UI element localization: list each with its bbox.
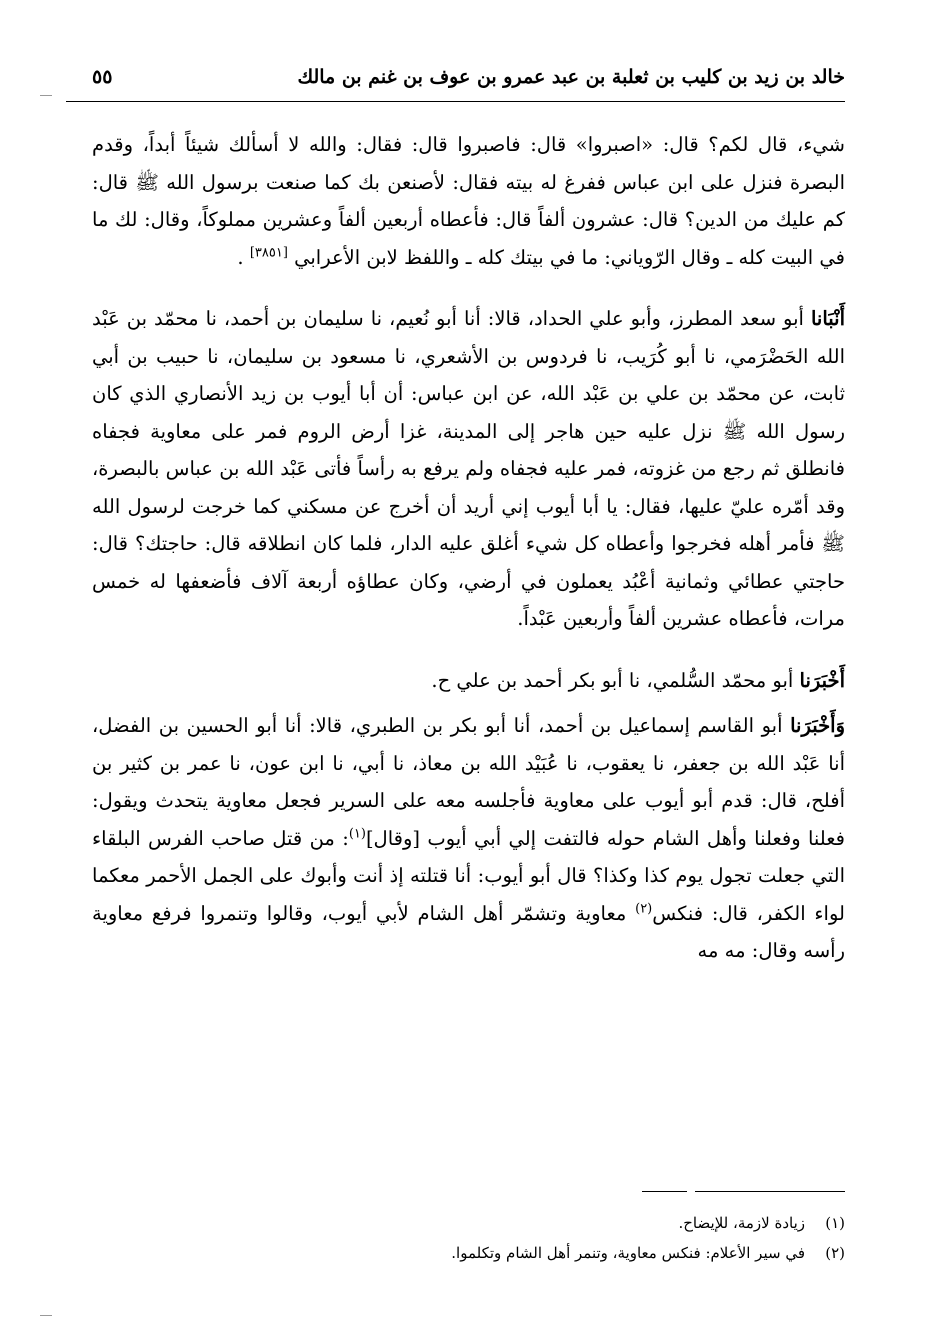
margin-tick [40,95,52,96]
paragraph-text: : من قتل صاحب الفرس البلقاء التي جعلت تجول يوم كذا وكذا؟ قال أبو أيوب: أنا قتلته إذ أنت وأبوك على الجمل الأحمر معكما لواء الكفر، قال: فنكس [92,826,845,925]
paragraph-1 [92,126,845,276]
paragraph-text: معاوية وتشمّر أهل الشام لأبي أيوب، وقالوا وتنمروا فرفع معاوية رأسه وقال: مه مه [92,901,845,962]
paragraph-text: أبو سعد المطرز، وأبو علي الحداد، قالا: أنا أبو نُعيم، نا سليمان بن أحمد، نا محمّد بن عَبْد الله الحَضْرَمي، نا أبو كُرَيب، نا فردوس بن الأشعري، نا مسعود بن سليمان، نا حبيب بن أبي ثابت، عن محمّد بن علي بن عَبْد الله، عن ابن عباس: أن أبا أيوب بن زيد الأنصاري الذي كان رسول الله ﷺ نزل عليه حين هاجر إلى المدينة، غزا أرض الروم فمر على معاوية فجفاه فانطلق ثم رجع من غزوته، فمر عليه فجفاه ولم يرفع به رأساً فأتى عَبْد الله بن عباس بالبصرة، وقد أمّره عليّ عليها، فقال: يا أبا أيوب إني أريد أن أخرج عن مسكني كما خرجت لرسول الله ﷺ فأمر أهله فخرجوا وأعطاه كل شيء أغلق عليه الدار، فلما كان انطلاقه قال: حاجتك؟ قال: حاجتي عطائي وثمانية أعْبُد يعملون في أرضي، وكان عطاؤه أربعة آلاف فأضعفها له خمس مرات، فأعطاه عشرين ألفاً وأربعين عَبْداً. [92,307,846,630]
header-rule [66,101,845,102]
narration-lead-word: أَنْبَانا [810,307,845,330]
footnote-reference[interactable]: (١) [348,826,366,841]
paragraph-tail: . [237,245,244,269]
running-header [82,64,845,100]
paragraph-2 [92,300,845,638]
footnote-rule [642,1191,687,1192]
footnote-2 [92,1238,845,1268]
narration-lead-word: أَخْبَرَنا [799,668,845,692]
paragraph-text: أبو القاسم إسماعيل بن أحمد، أنا أبو بكر بن الطبري، قالا: أنا أبو الحسين بن الفضل، أنا عَبْد الله بن جعفر، نا يعقوب، نا عُبَيْد الله بن معاذ، نا أبي، نا ابن عون، نا عمر بن كثير بن أفلح، قال: قدم أبو أيوب على معاوية فأجلسه معه على السرير فجعل معاوية يتحدث ويقول: فعلنا وفعلنا وأهل الشام حوله فالتفت إلي أبي أيوب [وقال] [92,714,845,850]
footnotes [92,1208,845,1268]
footnote-text: في سير الأعلام: فنكس معاوية، وتنمر أهل الشام وتكلموا. [451,1244,805,1262]
page-number: ٥٥ [92,66,113,88]
hadith-number: [٣٨٥١] [249,245,288,260]
paragraph-text: شيء، قال لكم؟ قال: «اصبروا» قال: فاصبروا قال: فقال: والله لا أسألك شيئاً أبداً، وقدم البصرة فنزل على ابن عباس ففرغ له بيته فقال: لأصنعن بك كما صنعت برسول الله ﷺ قال: كم عليك من الدين؟ قال: عشرون ألفاً قال: فأعطاه أربعين ألفاً وعشرين مملوكاً، وقال: لك ما في البيت كله ـ وقال الرّوياني: ما في بيتك كله ـ واللفظ لابن الأعرابي [92,133,845,269]
footnote-rule [695,1191,845,1192]
running-header-title: خالد بن زيد بن كليب بن ثعلبة بن عبد عمرو بن عوف بن غنم بن مالك [297,66,845,88]
footnote-text: زيادة لازمة، للإيضاح. [678,1214,805,1232]
paragraph-4 [92,707,845,970]
footnote-reference[interactable]: (٢) [635,901,653,916]
footnote-number: (١) [825,1214,845,1232]
narration-lead-word: وَأَخْبَرَنا [790,714,845,737]
footnote-1 [92,1208,845,1238]
paragraph-text: أبو محمّد السُّلمي، نا أبو بكر أحمد بن علي ح. [431,668,794,692]
main-text [92,126,845,970]
paragraph-3 [92,662,845,700]
margin-tick [40,1315,52,1316]
footnote-number: (٢) [825,1244,845,1262]
